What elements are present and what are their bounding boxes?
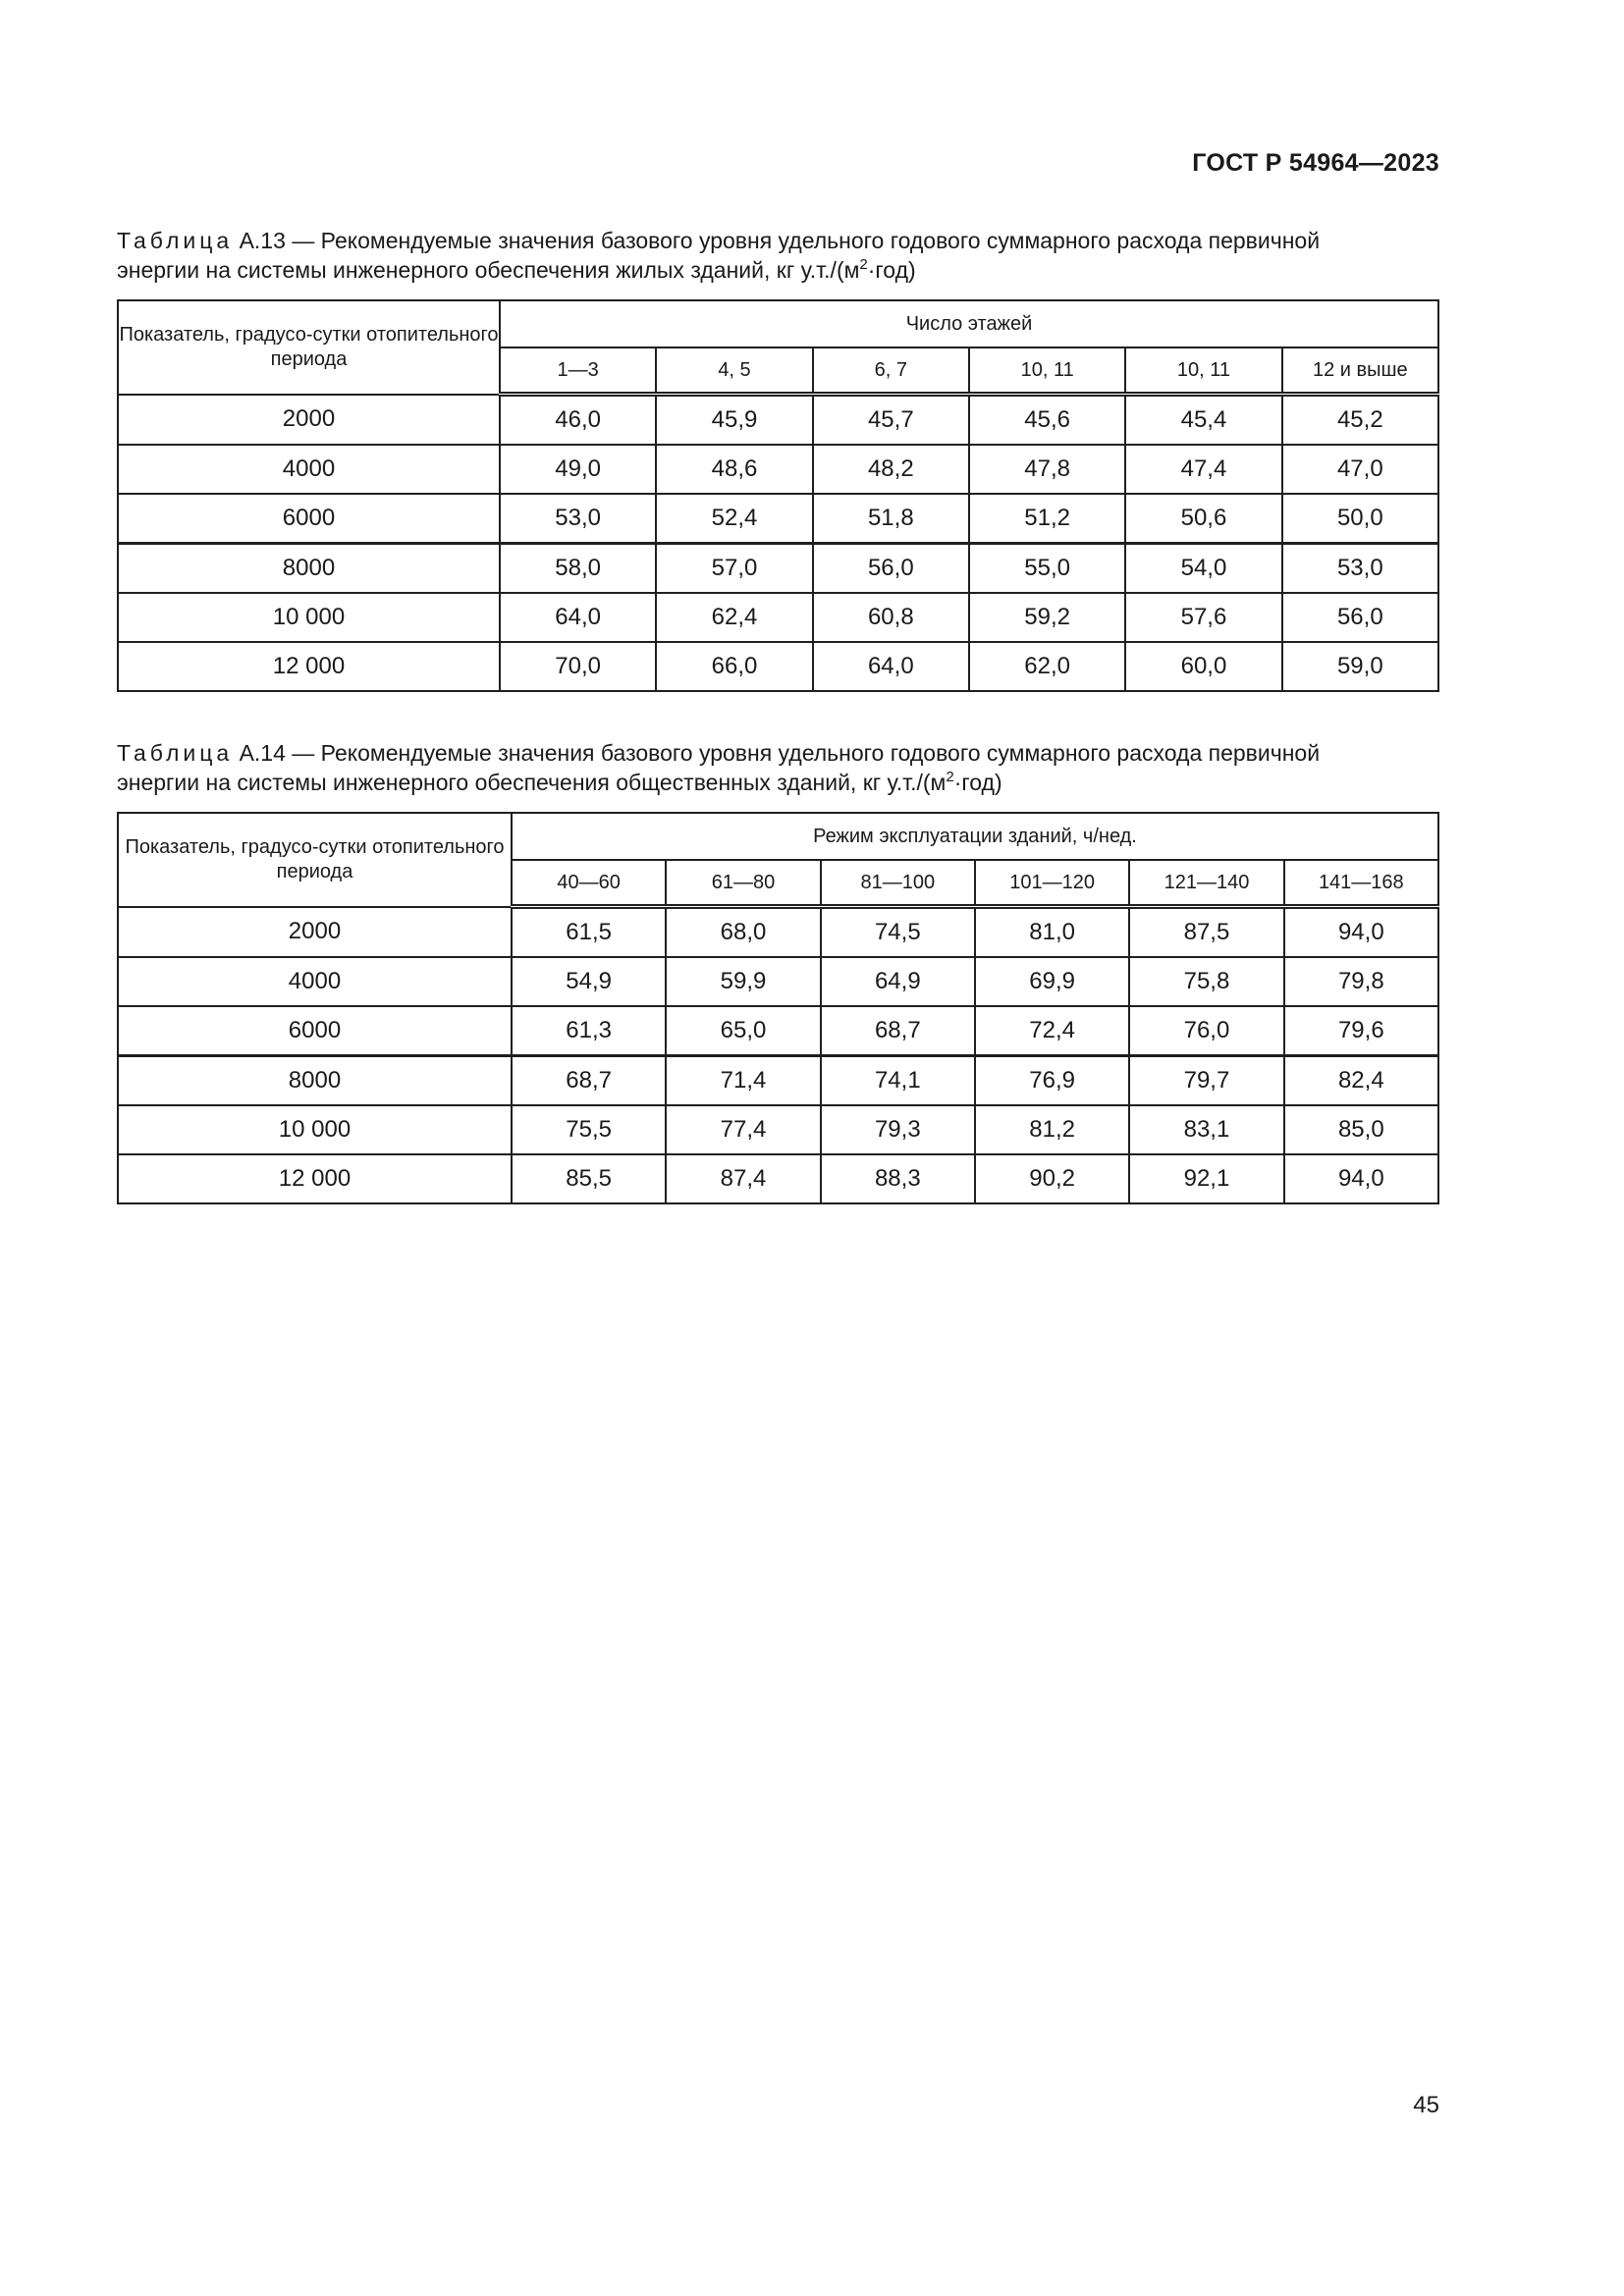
value-cell: 59,0 bbox=[1282, 642, 1438, 691]
value-cell: 81,2 bbox=[975, 1105, 1129, 1154]
value-cell: 68,7 bbox=[512, 1056, 666, 1106]
row-label-cell: 6000 bbox=[118, 1006, 512, 1056]
document-id: ГОСТ Р 54964—2023 bbox=[1192, 149, 1439, 177]
value-cell: 47,4 bbox=[1125, 445, 1281, 494]
value-cell: 48,2 bbox=[813, 445, 969, 494]
value-cell: 57,6 bbox=[1125, 593, 1281, 642]
value-cell: 54,9 bbox=[512, 957, 666, 1006]
value-cell: 64,9 bbox=[821, 957, 975, 1006]
page-number: 45 bbox=[1413, 2092, 1439, 2118]
row-label-cell: 2000 bbox=[118, 907, 512, 958]
row-header-cell: Показатель, градусо-сутки отопительного периода bbox=[118, 300, 500, 395]
value-cell: 46,0 bbox=[500, 395, 656, 446]
value-cell: 61,3 bbox=[512, 1006, 666, 1056]
row-header-cell: Показатель, градусо-сутки отопительного периода bbox=[118, 813, 512, 907]
table-row bbox=[118, 544, 1438, 594]
row-label-cell: 4000 bbox=[118, 957, 512, 1006]
table-row bbox=[118, 593, 1438, 642]
value-cell: 45,9 bbox=[656, 395, 812, 446]
value-cell: 54,0 bbox=[1125, 544, 1281, 594]
row-label-cell: 10 000 bbox=[118, 593, 500, 642]
value-cell: 56,0 bbox=[1282, 593, 1438, 642]
group-header-cell: Режим эксплуатации зданий, ч/нед. bbox=[512, 813, 1438, 860]
column-header: 10, 11 bbox=[1125, 347, 1281, 395]
value-cell: 59,9 bbox=[666, 957, 820, 1006]
caption-prefix: Таблица bbox=[117, 228, 234, 253]
value-cell: 74,5 bbox=[821, 907, 975, 958]
value-cell: 76,9 bbox=[975, 1056, 1129, 1106]
row-label-cell: 12 000 bbox=[118, 642, 500, 691]
value-cell: 68,7 bbox=[821, 1006, 975, 1056]
value-cell: 51,2 bbox=[969, 494, 1125, 544]
value-cell: 94,0 bbox=[1284, 1154, 1438, 1203]
value-cell: 71,4 bbox=[666, 1056, 820, 1106]
table-row bbox=[118, 1006, 1438, 1056]
value-cell: 66,0 bbox=[656, 642, 812, 691]
value-cell: 59,2 bbox=[969, 593, 1125, 642]
value-cell: 51,8 bbox=[813, 494, 969, 544]
table-row bbox=[118, 1056, 1438, 1106]
value-cell: 57,0 bbox=[656, 544, 812, 594]
caption-superscript: 2 bbox=[859, 256, 868, 273]
value-cell: 49,0 bbox=[500, 445, 656, 494]
value-cell: 58,0 bbox=[500, 544, 656, 594]
row-label-cell: 8000 bbox=[118, 1056, 512, 1106]
value-cell: 64,0 bbox=[813, 642, 969, 691]
row-label-cell: 10 000 bbox=[118, 1105, 512, 1154]
value-cell: 45,4 bbox=[1125, 395, 1281, 446]
table-a14 bbox=[117, 812, 1439, 1204]
value-cell: 53,0 bbox=[1282, 544, 1438, 594]
value-cell: 87,5 bbox=[1129, 907, 1283, 958]
column-header: 12 и выше bbox=[1282, 347, 1438, 395]
value-cell: 79,3 bbox=[821, 1105, 975, 1154]
table-row bbox=[118, 1105, 1438, 1154]
row-label-cell: 6000 bbox=[118, 494, 500, 544]
value-cell: 52,4 bbox=[656, 494, 812, 544]
value-cell: 68,0 bbox=[666, 907, 820, 958]
value-cell: 65,0 bbox=[666, 1006, 820, 1056]
column-header: 101—120 bbox=[975, 860, 1129, 907]
value-cell: 94,0 bbox=[1284, 907, 1438, 958]
row-label-cell: 12 000 bbox=[118, 1154, 512, 1203]
group-header-cell: Число этажей bbox=[500, 300, 1438, 347]
value-cell: 85,5 bbox=[512, 1154, 666, 1203]
value-cell: 56,0 bbox=[813, 544, 969, 594]
value-cell: 50,6 bbox=[1125, 494, 1281, 544]
value-cell: 92,1 bbox=[1129, 1154, 1283, 1203]
value-cell: 79,7 bbox=[1129, 1056, 1283, 1106]
table-row bbox=[118, 907, 1438, 958]
value-cell: 53,0 bbox=[500, 494, 656, 544]
value-cell: 87,4 bbox=[666, 1154, 820, 1203]
value-cell: 74,1 bbox=[821, 1056, 975, 1106]
row-label-cell: 4000 bbox=[118, 445, 500, 494]
value-cell: 45,7 bbox=[813, 395, 969, 446]
caption-title-line1: А.13 — Рекомендуемые значения базового уровня удельного годового суммарного расхода первичной bbox=[233, 228, 1321, 253]
value-cell: 72,4 bbox=[975, 1006, 1129, 1056]
caption-prefix: Таблица bbox=[117, 740, 234, 766]
table-a13 bbox=[117, 299, 1439, 692]
value-cell: 61,5 bbox=[512, 907, 666, 958]
value-cell: 75,5 bbox=[512, 1105, 666, 1154]
value-cell: 45,6 bbox=[969, 395, 1125, 446]
caption-title-unit: ·год) bbox=[953, 770, 1002, 795]
table-row bbox=[118, 494, 1438, 544]
value-cell: 70,0 bbox=[500, 642, 656, 691]
value-cell: 76,0 bbox=[1129, 1006, 1283, 1056]
row-label-cell: 2000 bbox=[118, 395, 500, 446]
caption-title-unit: ·год) bbox=[867, 257, 916, 283]
table-row bbox=[118, 1154, 1438, 1203]
table-row bbox=[118, 445, 1438, 494]
column-header: 61—80 bbox=[666, 860, 820, 907]
table-a14-caption bbox=[117, 738, 1439, 797]
value-cell: 82,4 bbox=[1284, 1056, 1438, 1106]
column-header: 10, 11 bbox=[969, 347, 1125, 395]
column-header: 6, 7 bbox=[813, 347, 969, 395]
value-cell: 48,6 bbox=[656, 445, 812, 494]
value-cell: 62,4 bbox=[656, 593, 812, 642]
column-header: 1—3 bbox=[500, 347, 656, 395]
value-cell: 60,8 bbox=[813, 593, 969, 642]
value-cell: 64,0 bbox=[500, 593, 656, 642]
value-cell: 83,1 bbox=[1129, 1105, 1283, 1154]
value-cell: 50,0 bbox=[1282, 494, 1438, 544]
value-cell: 85,0 bbox=[1284, 1105, 1438, 1154]
row-label-cell: 8000 bbox=[118, 544, 500, 594]
column-header: 4, 5 bbox=[656, 347, 812, 395]
column-header: 141—168 bbox=[1284, 860, 1438, 907]
column-header: 81—100 bbox=[821, 860, 975, 907]
value-cell: 55,0 bbox=[969, 544, 1125, 594]
table-a13-caption bbox=[117, 226, 1439, 285]
table-row bbox=[118, 395, 1438, 446]
caption-title-line1: А.14 — Рекомендуемые значения базового уровня удельного годового суммарного расхода первичной bbox=[233, 740, 1321, 766]
table-row bbox=[118, 957, 1438, 1006]
value-cell: 79,8 bbox=[1284, 957, 1438, 1006]
value-cell: 60,0 bbox=[1125, 642, 1281, 691]
value-cell: 79,6 bbox=[1284, 1006, 1438, 1056]
value-cell: 47,0 bbox=[1282, 445, 1438, 494]
value-cell: 62,0 bbox=[969, 642, 1125, 691]
table-row bbox=[118, 642, 1438, 691]
value-cell: 77,4 bbox=[666, 1105, 820, 1154]
caption-superscript: 2 bbox=[946, 769, 954, 785]
value-cell: 75,8 bbox=[1129, 957, 1283, 1006]
value-cell: 88,3 bbox=[821, 1154, 975, 1203]
value-cell: 45,2 bbox=[1282, 395, 1438, 446]
value-cell: 47,8 bbox=[969, 445, 1125, 494]
column-header: 40—60 bbox=[512, 860, 666, 907]
caption-title-line2: энергии на системы инженерного обеспечения общественных зданий, кг у.т./(м bbox=[117, 770, 947, 795]
value-cell: 90,2 bbox=[975, 1154, 1129, 1203]
value-cell: 81,0 bbox=[975, 907, 1129, 958]
column-header: 121—140 bbox=[1129, 860, 1283, 907]
caption-title-line2: энергии на системы инженерного обеспечения жилых зданий, кг у.т./(м bbox=[117, 257, 860, 283]
value-cell: 69,9 bbox=[975, 957, 1129, 1006]
